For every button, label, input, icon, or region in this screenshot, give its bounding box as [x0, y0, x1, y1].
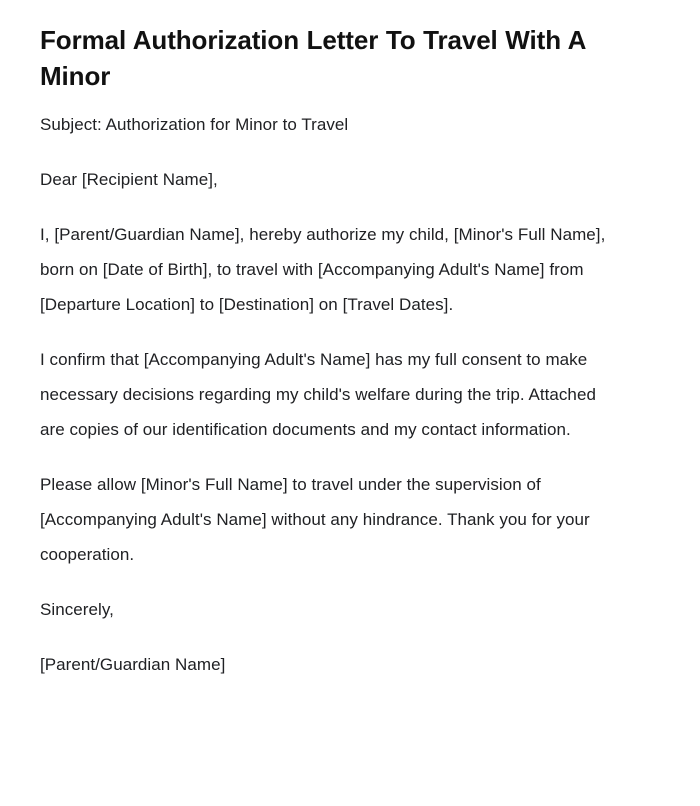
salutation: Dear [Recipient Name], [40, 170, 218, 189]
letter-body [40, 94, 612, 682]
consent-statement: I confirm that [Accompanying Adult's Name] has my full consent to make necessary decisions regarding my child's welfare during the trip. Attached are copies of our identification documents and my contact information. [40, 350, 596, 439]
letter-document [40, 0, 612, 682]
closing: Sincerely, [40, 600, 114, 619]
subject-line: Subject: Authorization for Minor to Travel [40, 115, 349, 134]
authorization-statement: I, [Parent/Guardian Name], hereby authorize my child, [Minor's Full Name], born on [Date of Birth], to travel with [Accompanying Adult's Name] from [Departure Location] to [Destination] on [Travel Dates]. [40, 225, 606, 314]
request-statement: Please allow [Minor's Full Name] to travel under the supervision of [Accompanying Adult's Name] without any hindrance. Thank you for your cooperation. [40, 475, 590, 564]
signature-name: [Parent/Guardian Name] [40, 655, 226, 674]
page-title: Formal Authorization Letter To Travel With A Minor [40, 25, 586, 91]
